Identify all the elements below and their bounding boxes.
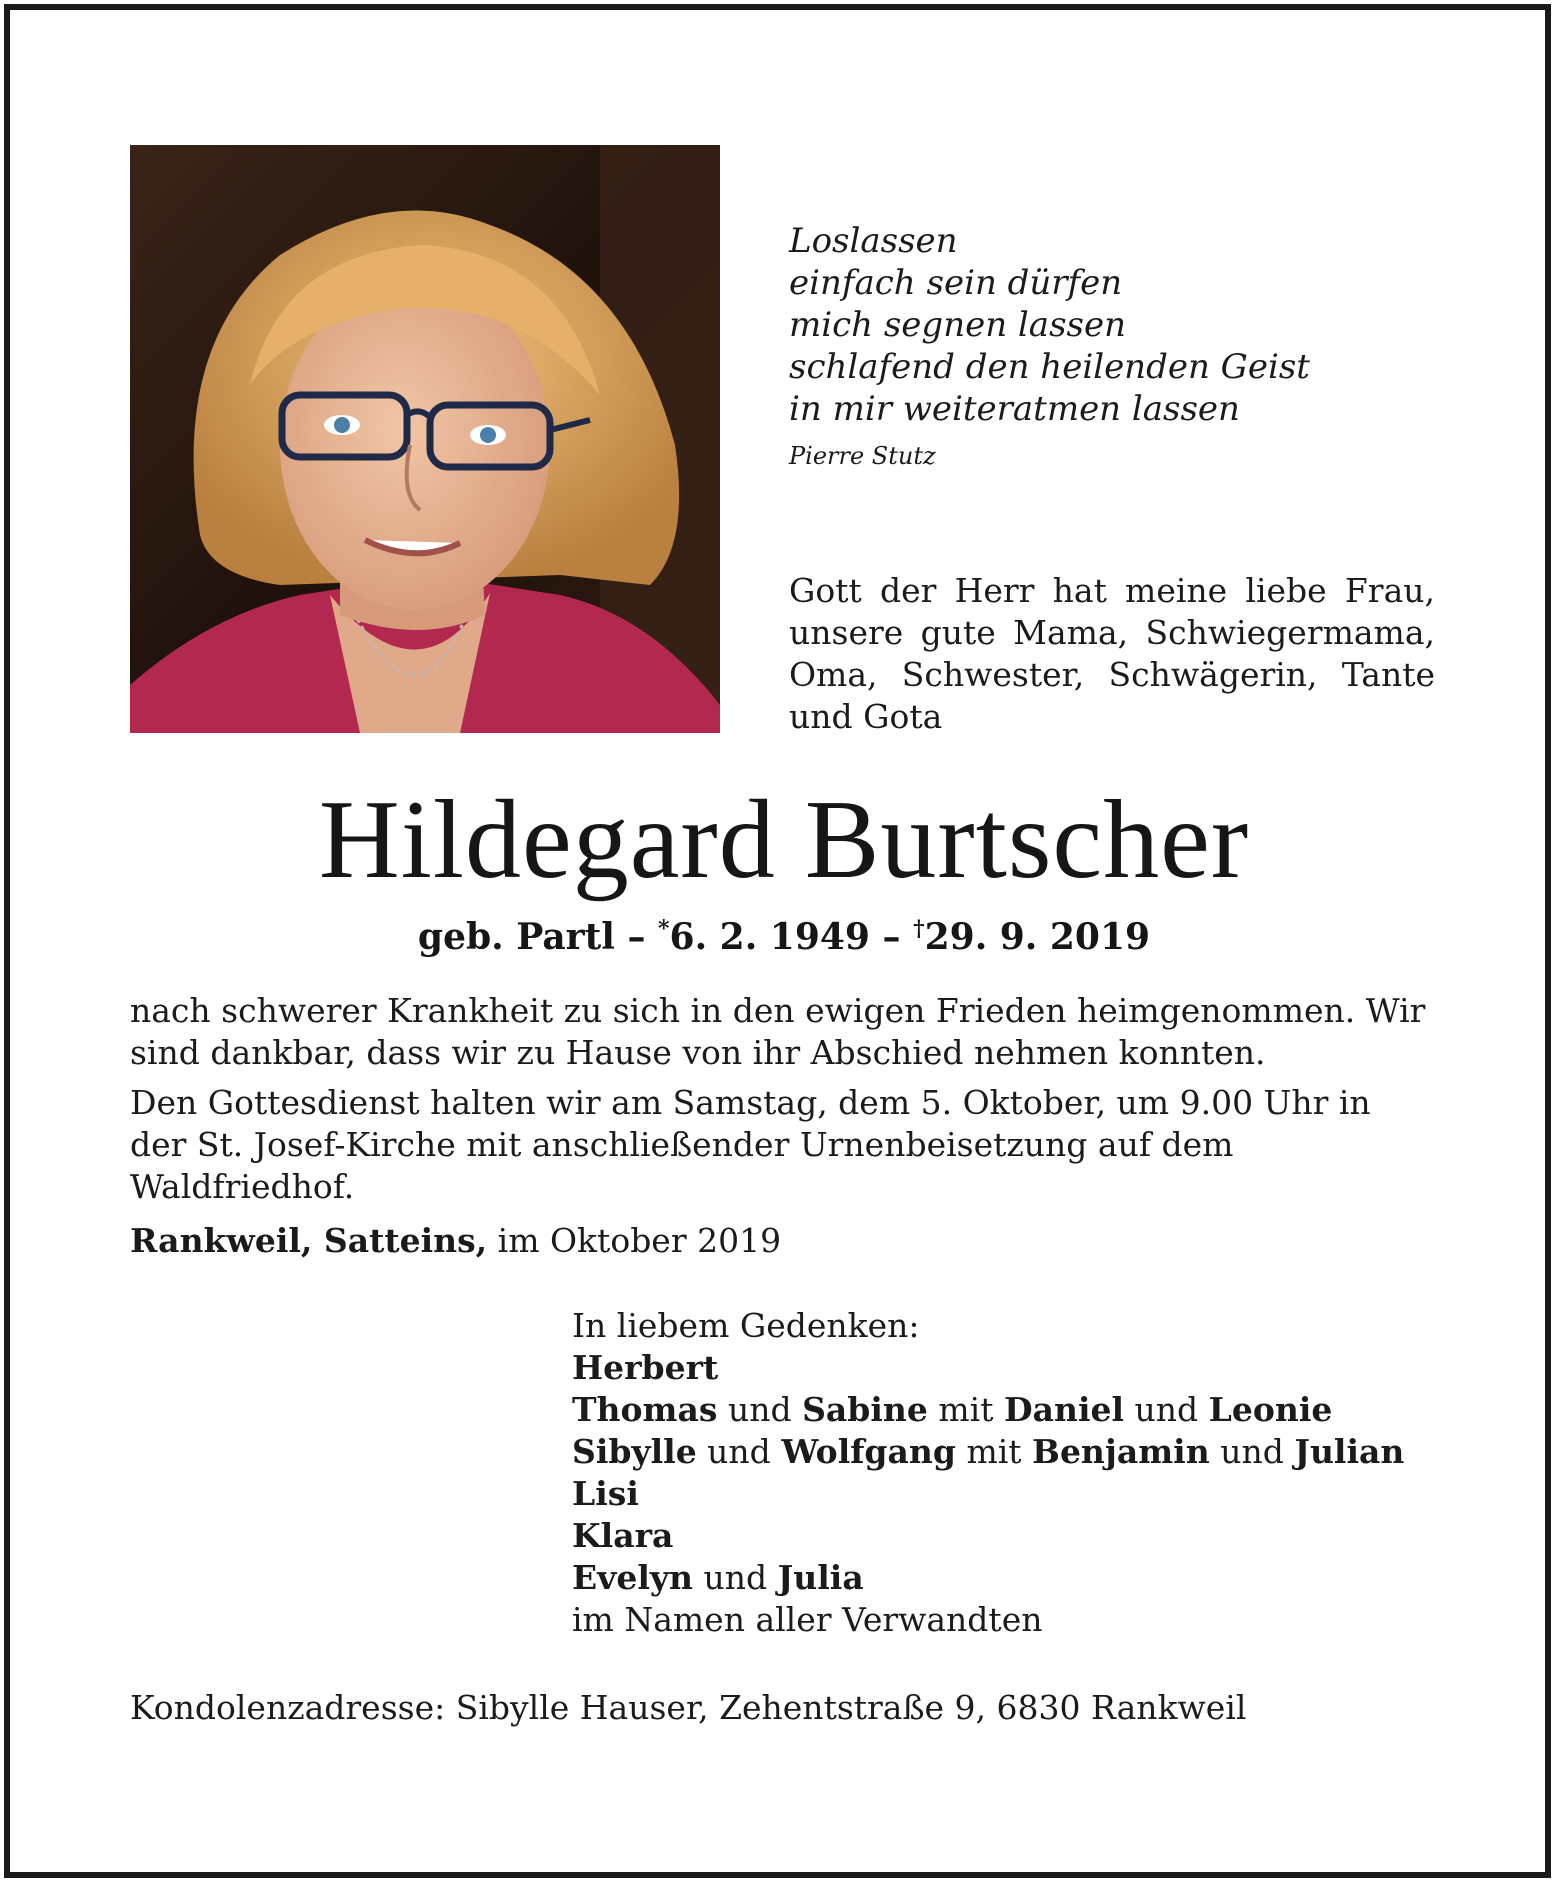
poem-line: Loslassen	[789, 221, 958, 261]
family-member-name: Leonie	[1208, 1390, 1333, 1429]
family-member-name: Evelyn	[572, 1558, 694, 1597]
body-paragraph: Den Gottesdienst halten wir am Samstag, dem 5. Oktober, um 9.00 Uhr in der St. Josef-Kirche mit anschließender Urnenbeisetzung auf dem Waldfriedhof.	[130, 1083, 1371, 1206]
family-connector: und	[717, 1390, 803, 1429]
family-connector: und	[1209, 1432, 1295, 1471]
family-row	[572, 1389, 1452, 1431]
family-row	[572, 1515, 1452, 1557]
separator: –	[882, 916, 901, 958]
portrait-illustration	[130, 145, 720, 733]
family-connector: und	[696, 1432, 782, 1471]
body-paragraph: nach schwerer Krankheit zu sich in den ewigen Frieden heimgenommen. Wir sind dankbar, dass wir zu Hause von ihr Abschied nehmen konnten.	[130, 991, 1426, 1072]
family-row	[572, 1557, 1452, 1599]
death-symbol: †	[913, 916, 925, 942]
poem-line: mich segnen lassen	[789, 305, 1126, 345]
family-member-name: Herbert	[572, 1348, 719, 1387]
family-row	[572, 1431, 1452, 1473]
family-connector: mit	[955, 1432, 1033, 1471]
birth-symbol: *	[658, 916, 670, 942]
portrait-photo	[130, 145, 720, 733]
family-row	[572, 1347, 1452, 1389]
body-text	[130, 990, 1436, 1216]
birth-date: 6. 2. 1949	[669, 916, 870, 958]
maiden-name: geb. Partl	[417, 916, 615, 958]
family-member-name: Wolfgang	[781, 1432, 956, 1471]
family-member-name: Sabine	[802, 1390, 928, 1429]
condolence-address: Kondolenzadresse: Sibylle Hauser, Zehentstraße 9, 6830 Rankweil	[130, 1688, 1247, 1727]
family-row	[572, 1473, 1452, 1515]
family-rows	[572, 1347, 1452, 1599]
life-dates	[0, 905, 1568, 961]
family-member-name: Julian	[1294, 1432, 1405, 1471]
place-names: Rankweil, Satteins,	[130, 1221, 488, 1260]
family-member-name: Daniel	[1003, 1390, 1125, 1429]
family-connector: und	[693, 1558, 778, 1597]
death-date: 29. 9. 2019	[924, 916, 1151, 958]
family-member-name: Julia	[777, 1558, 864, 1597]
family-heading: In liebem Gedenken:	[572, 1306, 920, 1345]
family-connector: mit	[927, 1390, 1004, 1429]
family-member-name: Benjamin	[1032, 1432, 1210, 1471]
family-member-name: Lisi	[572, 1474, 639, 1513]
place-date-line	[130, 1220, 781, 1262]
poem-line: schlafend den heilenden Geist	[789, 347, 1310, 387]
separator: –	[627, 916, 646, 958]
deceased-name: Hildegard Burtscher	[318, 778, 1250, 902]
poem	[789, 220, 1449, 476]
intro-text: Gott der Herr hat meine liebe Frau, unsere gute Mama, Schwiegermama, Oma, Schwester, Schwägerin, Tante und Gota	[789, 571, 1435, 736]
family-closing: im Namen aller Verwandten	[572, 1600, 1043, 1639]
poem-line: in mir weiteratmen lassen	[789, 389, 1240, 429]
poem-line: einfach sein dürfen	[789, 263, 1123, 303]
poem-author: Pierre Stutz	[789, 442, 936, 470]
family-member-name: Klara	[572, 1516, 674, 1555]
place-date: im Oktober 2019	[497, 1221, 782, 1260]
family-member-name: Sibylle	[572, 1432, 697, 1471]
family-member-name: Thomas	[572, 1390, 718, 1429]
family-list	[572, 1305, 1452, 1641]
family-connector: und	[1124, 1390, 1209, 1429]
